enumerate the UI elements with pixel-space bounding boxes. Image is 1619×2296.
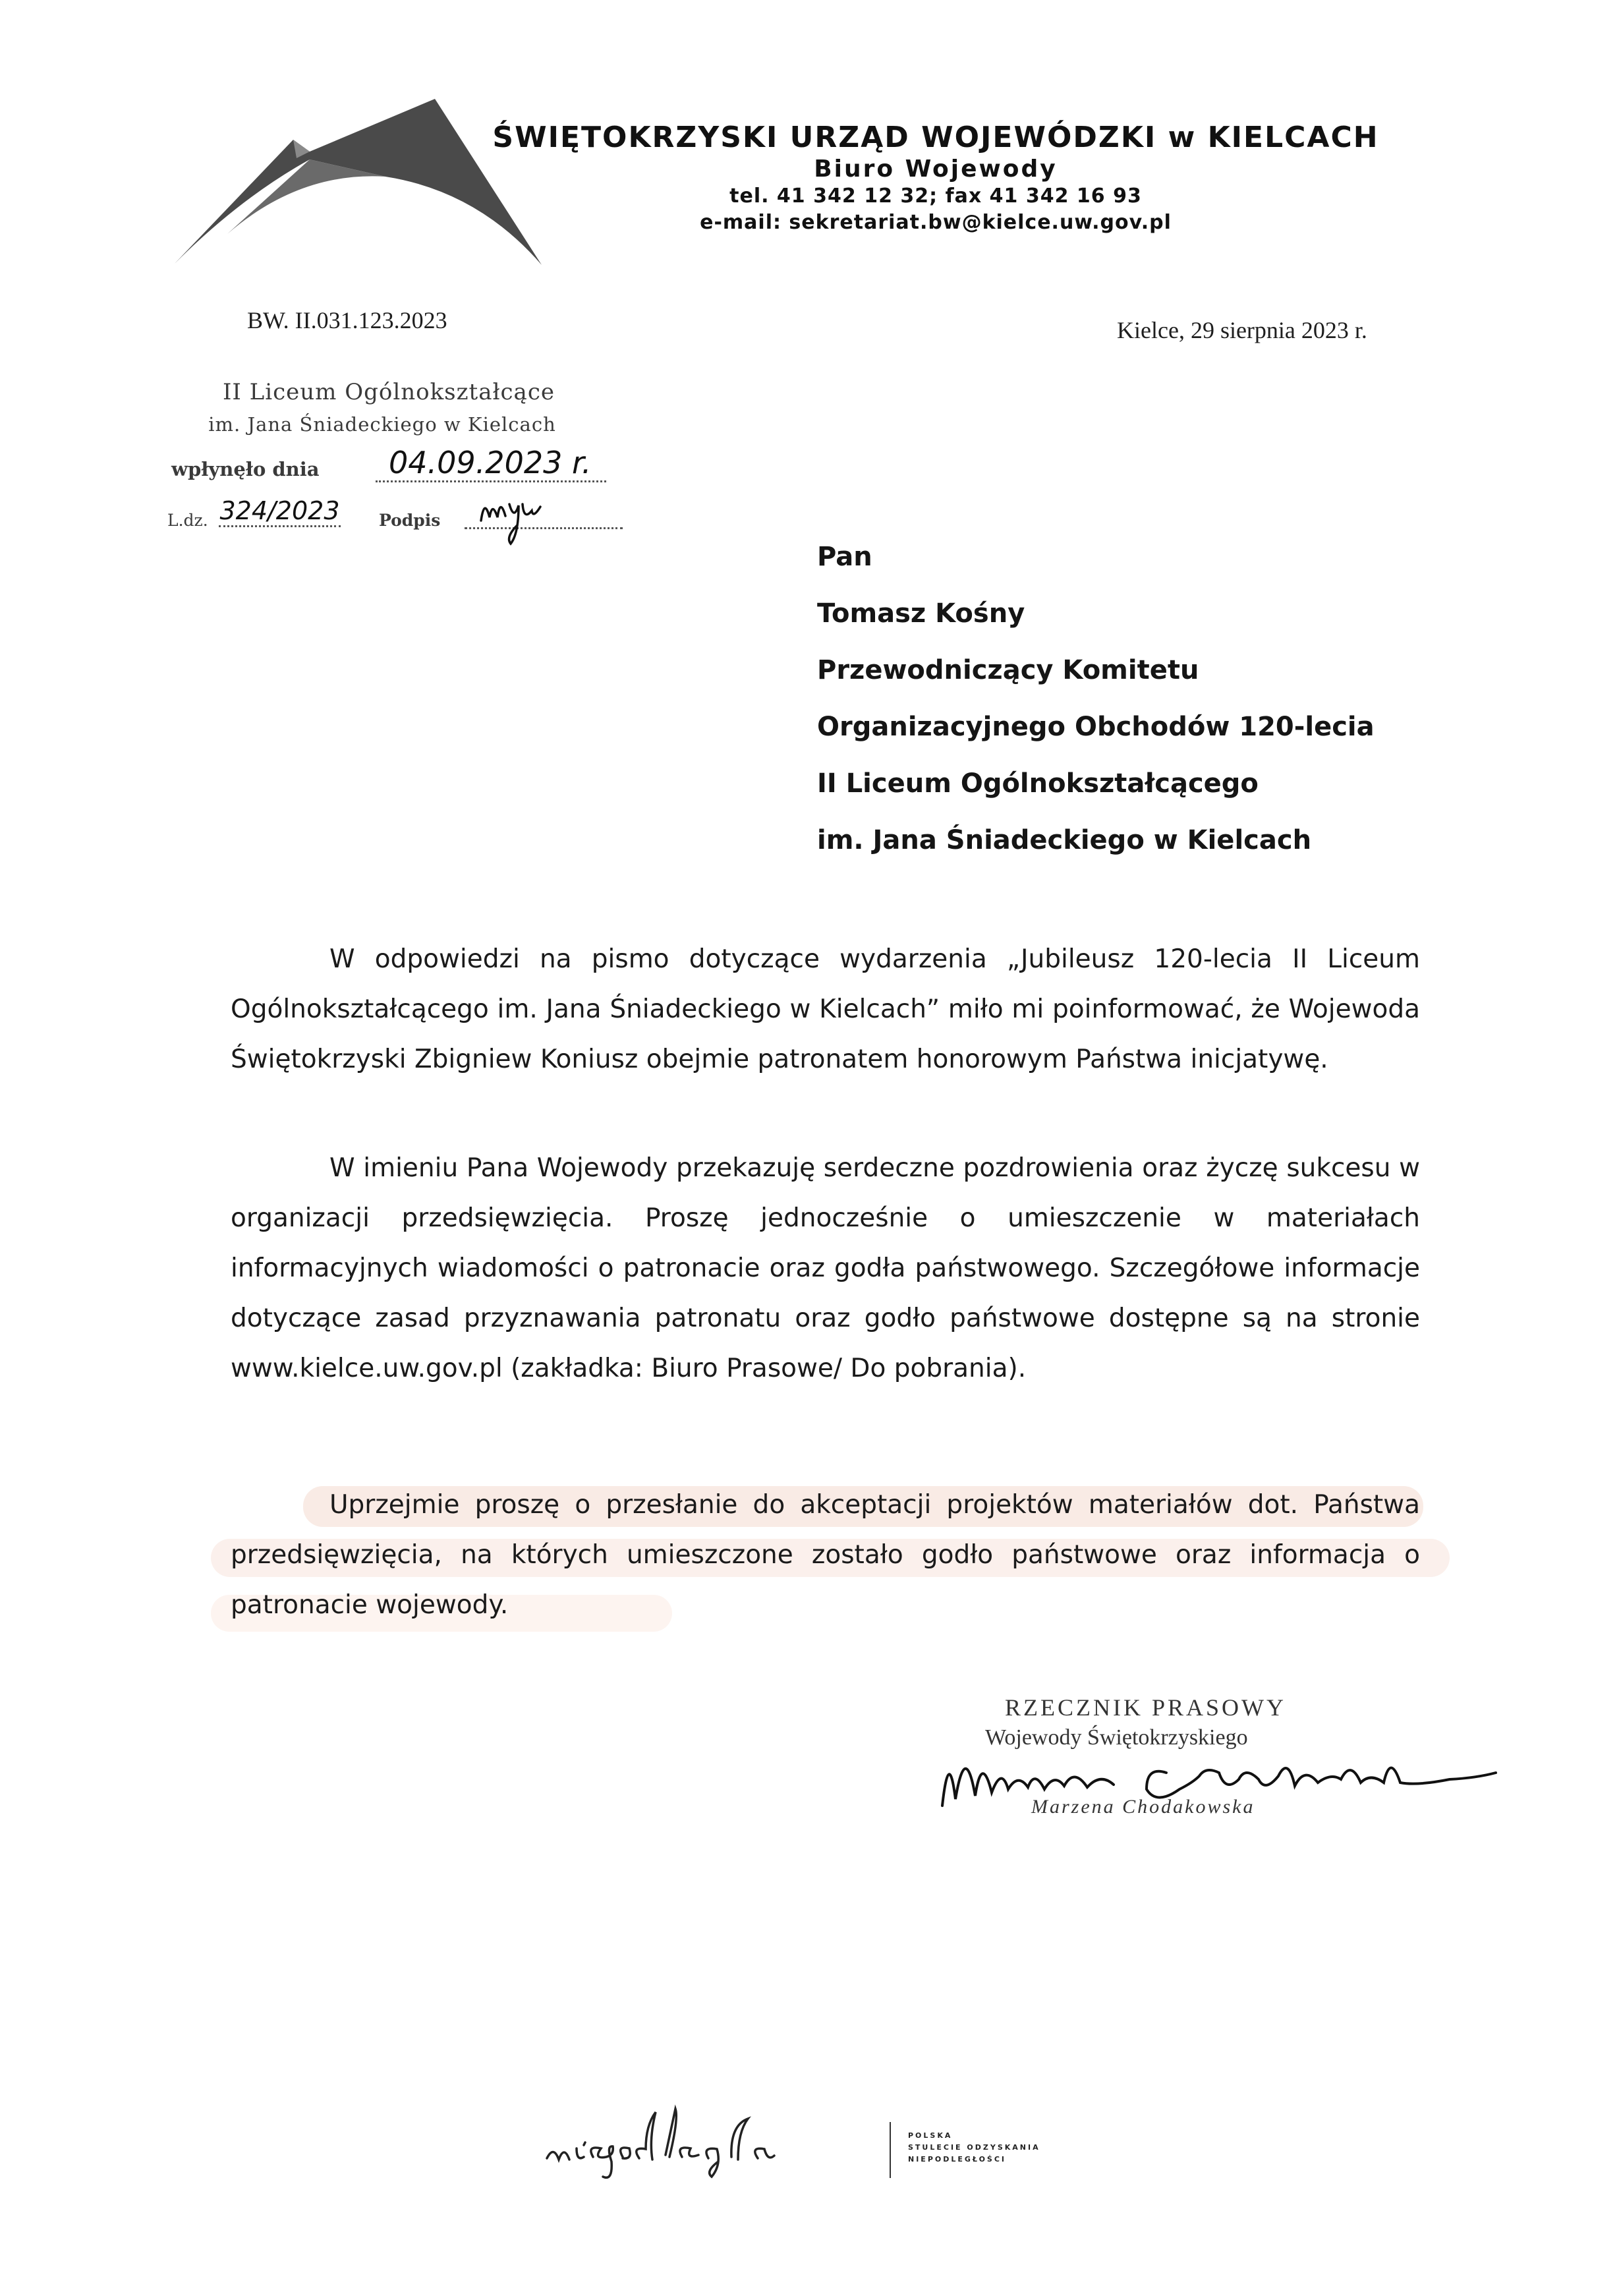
body-paragraph-2 (231, 1143, 1420, 1394)
body-paragraph-2-text: W imieniu Pana Wojewody przekazuję serdeczne pozdrowienia oraz życzę sukcesu w organizacji przedsięwzięcia. Proszę jednocześnie o umieszczenie w materiałach informacyjnych wiadomości o patronacie oraz godła państwowego. Szczegółowe informacje dotyczące zasad przyznawania patronatu oraz godło państwowe dostępne są na stronie www.kielce.uw.gov.pl (zakładka: Biuro Prasowe/ Do pobrania). (231, 1153, 1420, 1383)
addressee-line-4: im. Jana Śniadeckiego w Kielcach (817, 825, 1312, 855)
reference-number: BW. II.031.123.2023 (247, 307, 447, 333)
footer-line-3: NIEPODLEGŁOŚCI (908, 2155, 1007, 2164)
received-stamp (158, 379, 606, 557)
stamp-school-name: II Liceum Ogólnokształcące (223, 379, 555, 405)
signature-role: RZECZNIK PRASOWY (1005, 1694, 1287, 1721)
addressee-name: Tomasz Kośny (817, 598, 1025, 629)
stamp-school-patron: im. Jana Śniadeckiego w Kielcach (208, 413, 556, 436)
addressee-line-1: Przewodniczący Komitetu (817, 655, 1199, 685)
handwritten-initials-icon (478, 484, 550, 550)
niepodlegla-logo-icon (540, 2099, 883, 2185)
signature-name: Marzena Chodakowska (1031, 1796, 1255, 1818)
footer-line-1: POLSKA (908, 2131, 953, 2140)
footer-line-2: STULECIE ODZYSKANIA (908, 2143, 1040, 2152)
stamp-ldz-number: 324/2023 (219, 496, 341, 527)
body-paragraph-1-text: W odpowiedzi na pismo dotyczące wydarzenia „Jubileusz 120-lecia II Liceum Ogólnokształcącego im. Jana Śniadeckiego w Kielcach” miło mi poinformować, że Wojewoda Świętokrzyski Zbigniew Koniusz obejmie patronatem honorowym Państwa inicjatywę. (231, 944, 1420, 1074)
body-paragraph-3-text: Uprzejmie proszę o przesłanie do akceptacji projektów materiałów dot. Państwa przedsięwzięcia, na których umieszczone zostało godło państwowe oraz informacja o patronacie wojewody. (231, 1490, 1420, 1620)
stamp-received-date: 04.09.2023 r. (376, 445, 606, 482)
addressee-line-3: II Liceum Ogólnokształcącego (817, 768, 1259, 799)
stamp-ldz-label: L.dz. (167, 511, 208, 530)
stamp-received-label: wpłynęło dnia (171, 458, 320, 480)
footer-divider (890, 2122, 891, 2178)
letterhead-organization: ŚWIĘTOKRZYSKI URZĄD WOJEWÓDZKI w KIELCACH (492, 121, 1379, 154)
stamp-signature-label: Podpis (379, 511, 441, 530)
addressee-salutation: Pan (817, 542, 872, 572)
body-paragraph-3 (231, 1480, 1420, 1630)
letterhead-phone: tel. 41 342 12 32; fax 41 342 16 93 (729, 185, 1142, 208)
letterhead-email: e-mail: sekretariat.bw@kielce.uw.gov.pl (700, 211, 1172, 234)
footer-centenary-text (908, 2130, 1040, 2166)
signature-office: Wojewody Świętokrzyskiego (985, 1725, 1248, 1750)
letterhead-department: Biuro Wojewody (814, 156, 1058, 183)
body-paragraph-1 (231, 934, 1420, 1085)
letter-date: Kielce, 29 sierpnia 2023 r. (1117, 317, 1367, 343)
addressee-line-2: Organizacyjnego Obchodów 120-lecia (817, 712, 1375, 742)
